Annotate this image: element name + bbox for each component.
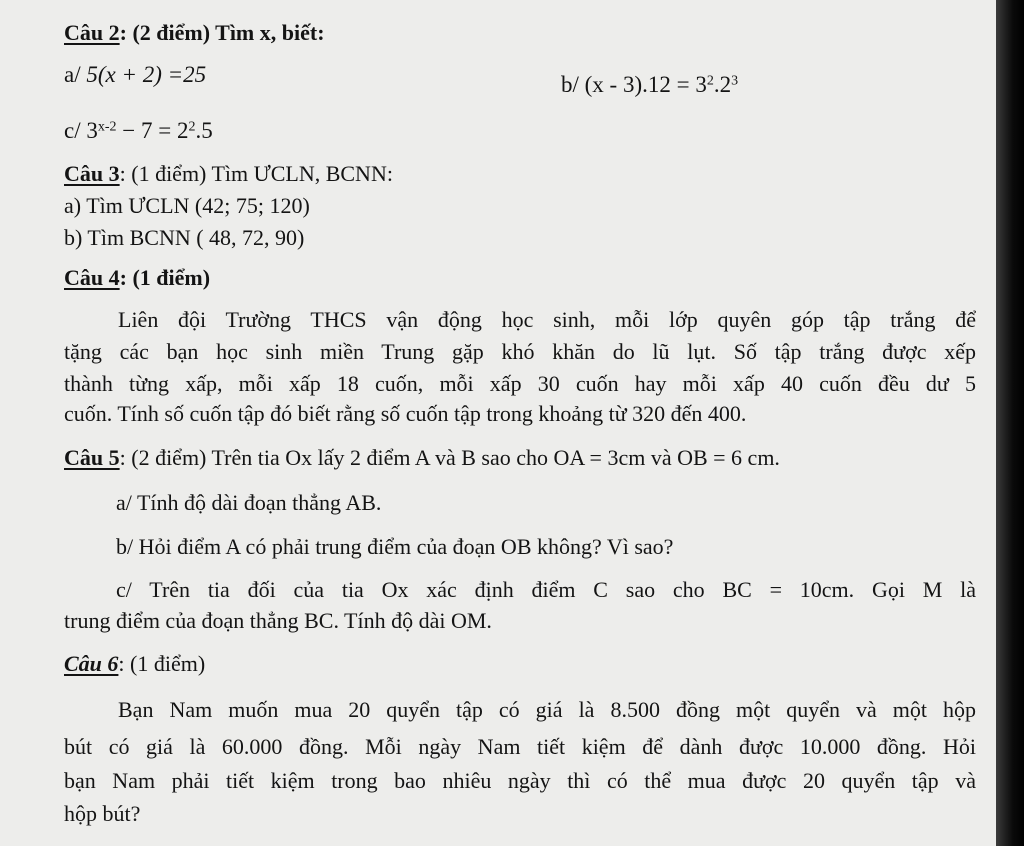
question-6-line-2: bút có giá là 60.000 đồng. Mỗi ngày Nam tiết kiệm để dành được 10.000 đồng. Hỏi [64, 734, 976, 759]
question-4-line-3: thành từng xấp, mỗi xấp 18 cuốn, mỗi xấp 30 cuốn hay mỗi xấp 40 cuốn đều dư 5 [64, 371, 976, 396]
question-2c-base: 3 [86, 118, 98, 143]
question-2b-prefix: b/ [561, 72, 579, 97]
question-5-title: : (2 điểm) Trên tia Ox lấy 2 điểm A và B sao cho OA = 3cm và OB = 6 cm. [119, 445, 780, 470]
question-5b: b/ Hỏi điểm A có phải trung điểm của đoạn OB không? Vì sao? [116, 534, 674, 559]
question-6-line-3: bạn Nam phải tiết kiệm trong bao nhiêu ngày thì có thể mua được 20 quyển tập và [64, 768, 976, 793]
scan-dark-edge [996, 0, 1024, 846]
question-2a-equation: 5(x + 2) =25 [86, 62, 207, 87]
question-6-label: Câu 6 [64, 651, 119, 676]
question-5-heading [64, 445, 780, 471]
question-2a [64, 62, 206, 88]
question-6-title: : (1 điểm) [118, 651, 206, 676]
question-5-label: Câu 5 [64, 445, 120, 470]
question-3-title: : (1 điểm) Tìm ƯCLN, BCNN: [119, 161, 393, 186]
question-3-label: Câu 3 [64, 161, 120, 186]
question-3a: a) Tìm ƯCLN (42; 75; 120) [64, 193, 310, 218]
question-2b-equation-left: (x - 3).12 = 3 [584, 72, 707, 97]
question-2c-equation-end: .5 [195, 118, 213, 143]
question-6-line-4: hộp bút? [64, 801, 141, 826]
question-6-heading [64, 651, 205, 677]
question-4-line-2: tặng các bạn học sinh miền Trung gặp khó khăn do lũ lụt. Số tập trắng được xếp [64, 339, 976, 364]
question-2b-exponent-2: 3 [731, 73, 739, 89]
question-3-heading [64, 161, 393, 187]
question-2c [64, 118, 213, 144]
question-2a-prefix: a/ [64, 62, 81, 87]
question-5c-line-2: trung điểm của đoạn thẳng BC. Tính độ dài OM. [64, 608, 492, 633]
question-2-title: : (2 điểm) Tìm x, biết: [119, 20, 325, 45]
question-2b [561, 72, 738, 98]
question-2c-exponent: x-2 [97, 119, 117, 135]
question-2b-exponent-1: 2 [706, 73, 714, 89]
question-4-title: : (1 điểm) [119, 265, 211, 290]
question-6-line-1: Bạn Nam muốn mua 20 quyển tập có giá là 8.500 đồng một quyển và một hộp [118, 697, 976, 722]
question-4-line-4: cuốn. Tính số cuốn tập đó biết rằng số cuốn tập trong khoảng từ 320 đến 400. [64, 401, 747, 426]
question-2b-equation-mid: .2 [713, 72, 732, 97]
question-2c-exponent-2: 2 [188, 119, 196, 135]
question-4-heading [64, 265, 210, 291]
question-2c-prefix: c/ [64, 118, 81, 143]
question-4-label: Câu 4 [64, 265, 120, 290]
question-2-heading [64, 20, 325, 46]
question-5a: a/ Tính độ dài đoạn thẳng AB. [116, 490, 382, 515]
question-2-label: Câu 2 [64, 20, 120, 45]
question-2c-equation-mid: − 7 = 2 [116, 118, 189, 143]
question-3b: b) Tìm BCNN ( 48, 72, 90) [64, 225, 305, 250]
question-4-line-1: Liên đội Trường THCS vận động học sinh, mỗi lớp quyên góp tập trắng để [118, 307, 976, 332]
question-5c-line-1: c/ Trên tia đối của tia Ox xác định điểm C sao cho BC = 10cm. Gọi M là [116, 577, 976, 602]
